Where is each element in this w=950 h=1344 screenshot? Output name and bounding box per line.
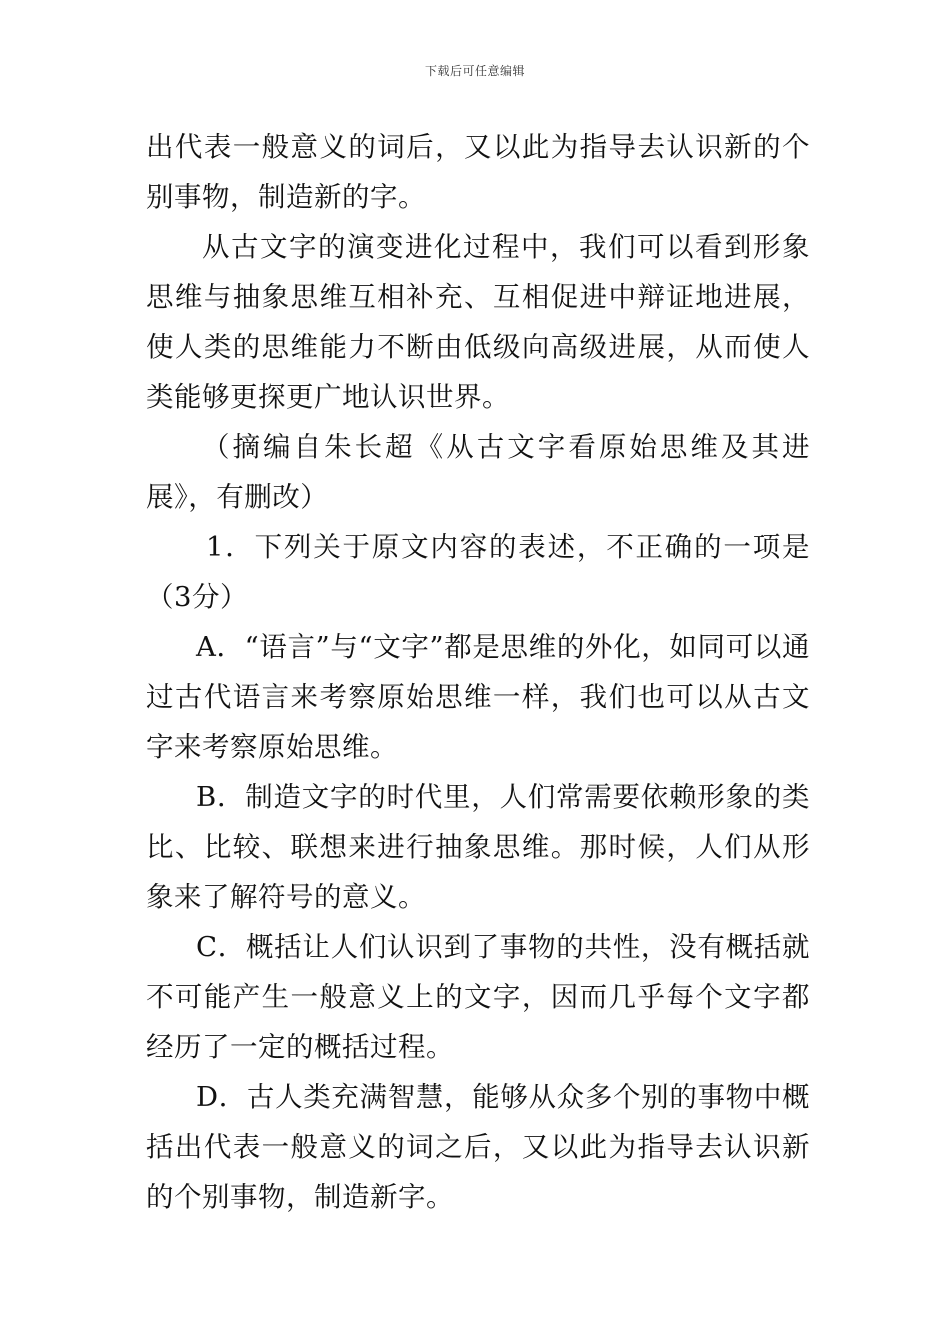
option-a: A．“语言”与“文字”都是思维的外化，如同可以通过古代语言来考察原始思维一样，我们也可以从古文字来考察原始思维。 (146, 631, 810, 763)
source-citation: （摘编自朱长超《从古文字看原始思维及其进展》，有删改） (146, 431, 810, 513)
option-c: C．概括让人们认识到了事物的共性，没有概括就不可能产生一般意义上的文字，因而几乎每个文字都经历了一定的概括过程。 (146, 931, 810, 1063)
download-note: 下载后可任意编辑 (424, 64, 525, 78)
paragraph-continuation: 出代表一般意义的词后，又以此为指导去认识新的个别事物，制造新的字。 (146, 131, 810, 213)
paragraph-conclusion: 从古文字的演变进化过程中，我们可以看到形象思维与抽象思维互相补充、互相促进中辩证地进展，使人类的思维能力不断由低级向高级进展，从而使人类能够更探更广地认识世界。 (146, 231, 810, 413)
option-d: D．古人类充满智慧，能够从众多个别的事物中概括出代表一般意义的词之后，又以此为指导去认识新的个别事物，制造新字。 (146, 1081, 810, 1213)
option-b: B．制造文字的时代里，人们常需要依赖形象的类比、比较、联想来进行抽象思维。那时候，人们从形象来了解符号的意义。 (146, 781, 810, 913)
question-stem: 1．下列关于原文内容的表述，不正确的一项是（3分） (146, 531, 810, 613)
document-body (146, 122, 810, 1222)
